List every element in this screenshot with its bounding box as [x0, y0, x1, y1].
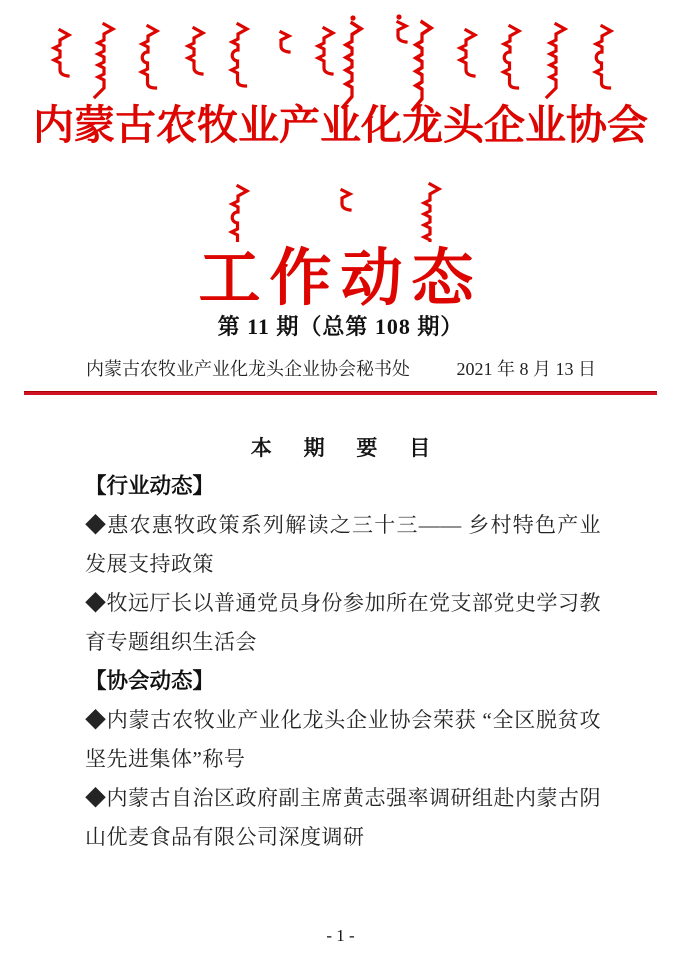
toc-item-poverty-alleviation-award: ◆内蒙古农牧业产业化龙头企业协会荣获 “全区脱贫攻坚先进集体”称号: [85, 708, 601, 771]
publisher-row: [86, 355, 596, 381]
toc-item-party-history-study: ◆牧远厅长以普通党员身份参加所在党支部党史学习教育专题组织生活会: [85, 591, 601, 654]
table-of-contents: [85, 467, 601, 857]
page-number: - 1 -: [326, 926, 355, 945]
section-title-industry: 【行业动态】: [85, 474, 215, 498]
divider-rule: [24, 391, 657, 395]
issue-number: 第 11 期（总第 108 期）: [217, 314, 464, 339]
toc-heading: 本 期 要 目: [250, 437, 444, 460]
publisher-name: 内蒙古农牧业产业化龙头企业协会秘书处: [86, 359, 410, 379]
association-name: 内蒙古农牧业产业化龙头企业协会: [33, 102, 648, 148]
toc-item-vice-chairman-research: ◆内蒙古自治区政府副主席黄志强率调研组赴内蒙古阴山优麦食品有限公司深度调研: [85, 786, 601, 849]
section-title-association: 【协会动态】: [85, 669, 215, 693]
toc-item-policy-interpretation: ◆惠农惠牧政策系列解读之三十三—— 乡村特色产业发展支持政策: [85, 513, 601, 576]
publication-date: 2021 年 8 月 13 日: [456, 359, 596, 379]
bulletin-title: 工作动态: [198, 245, 483, 313]
